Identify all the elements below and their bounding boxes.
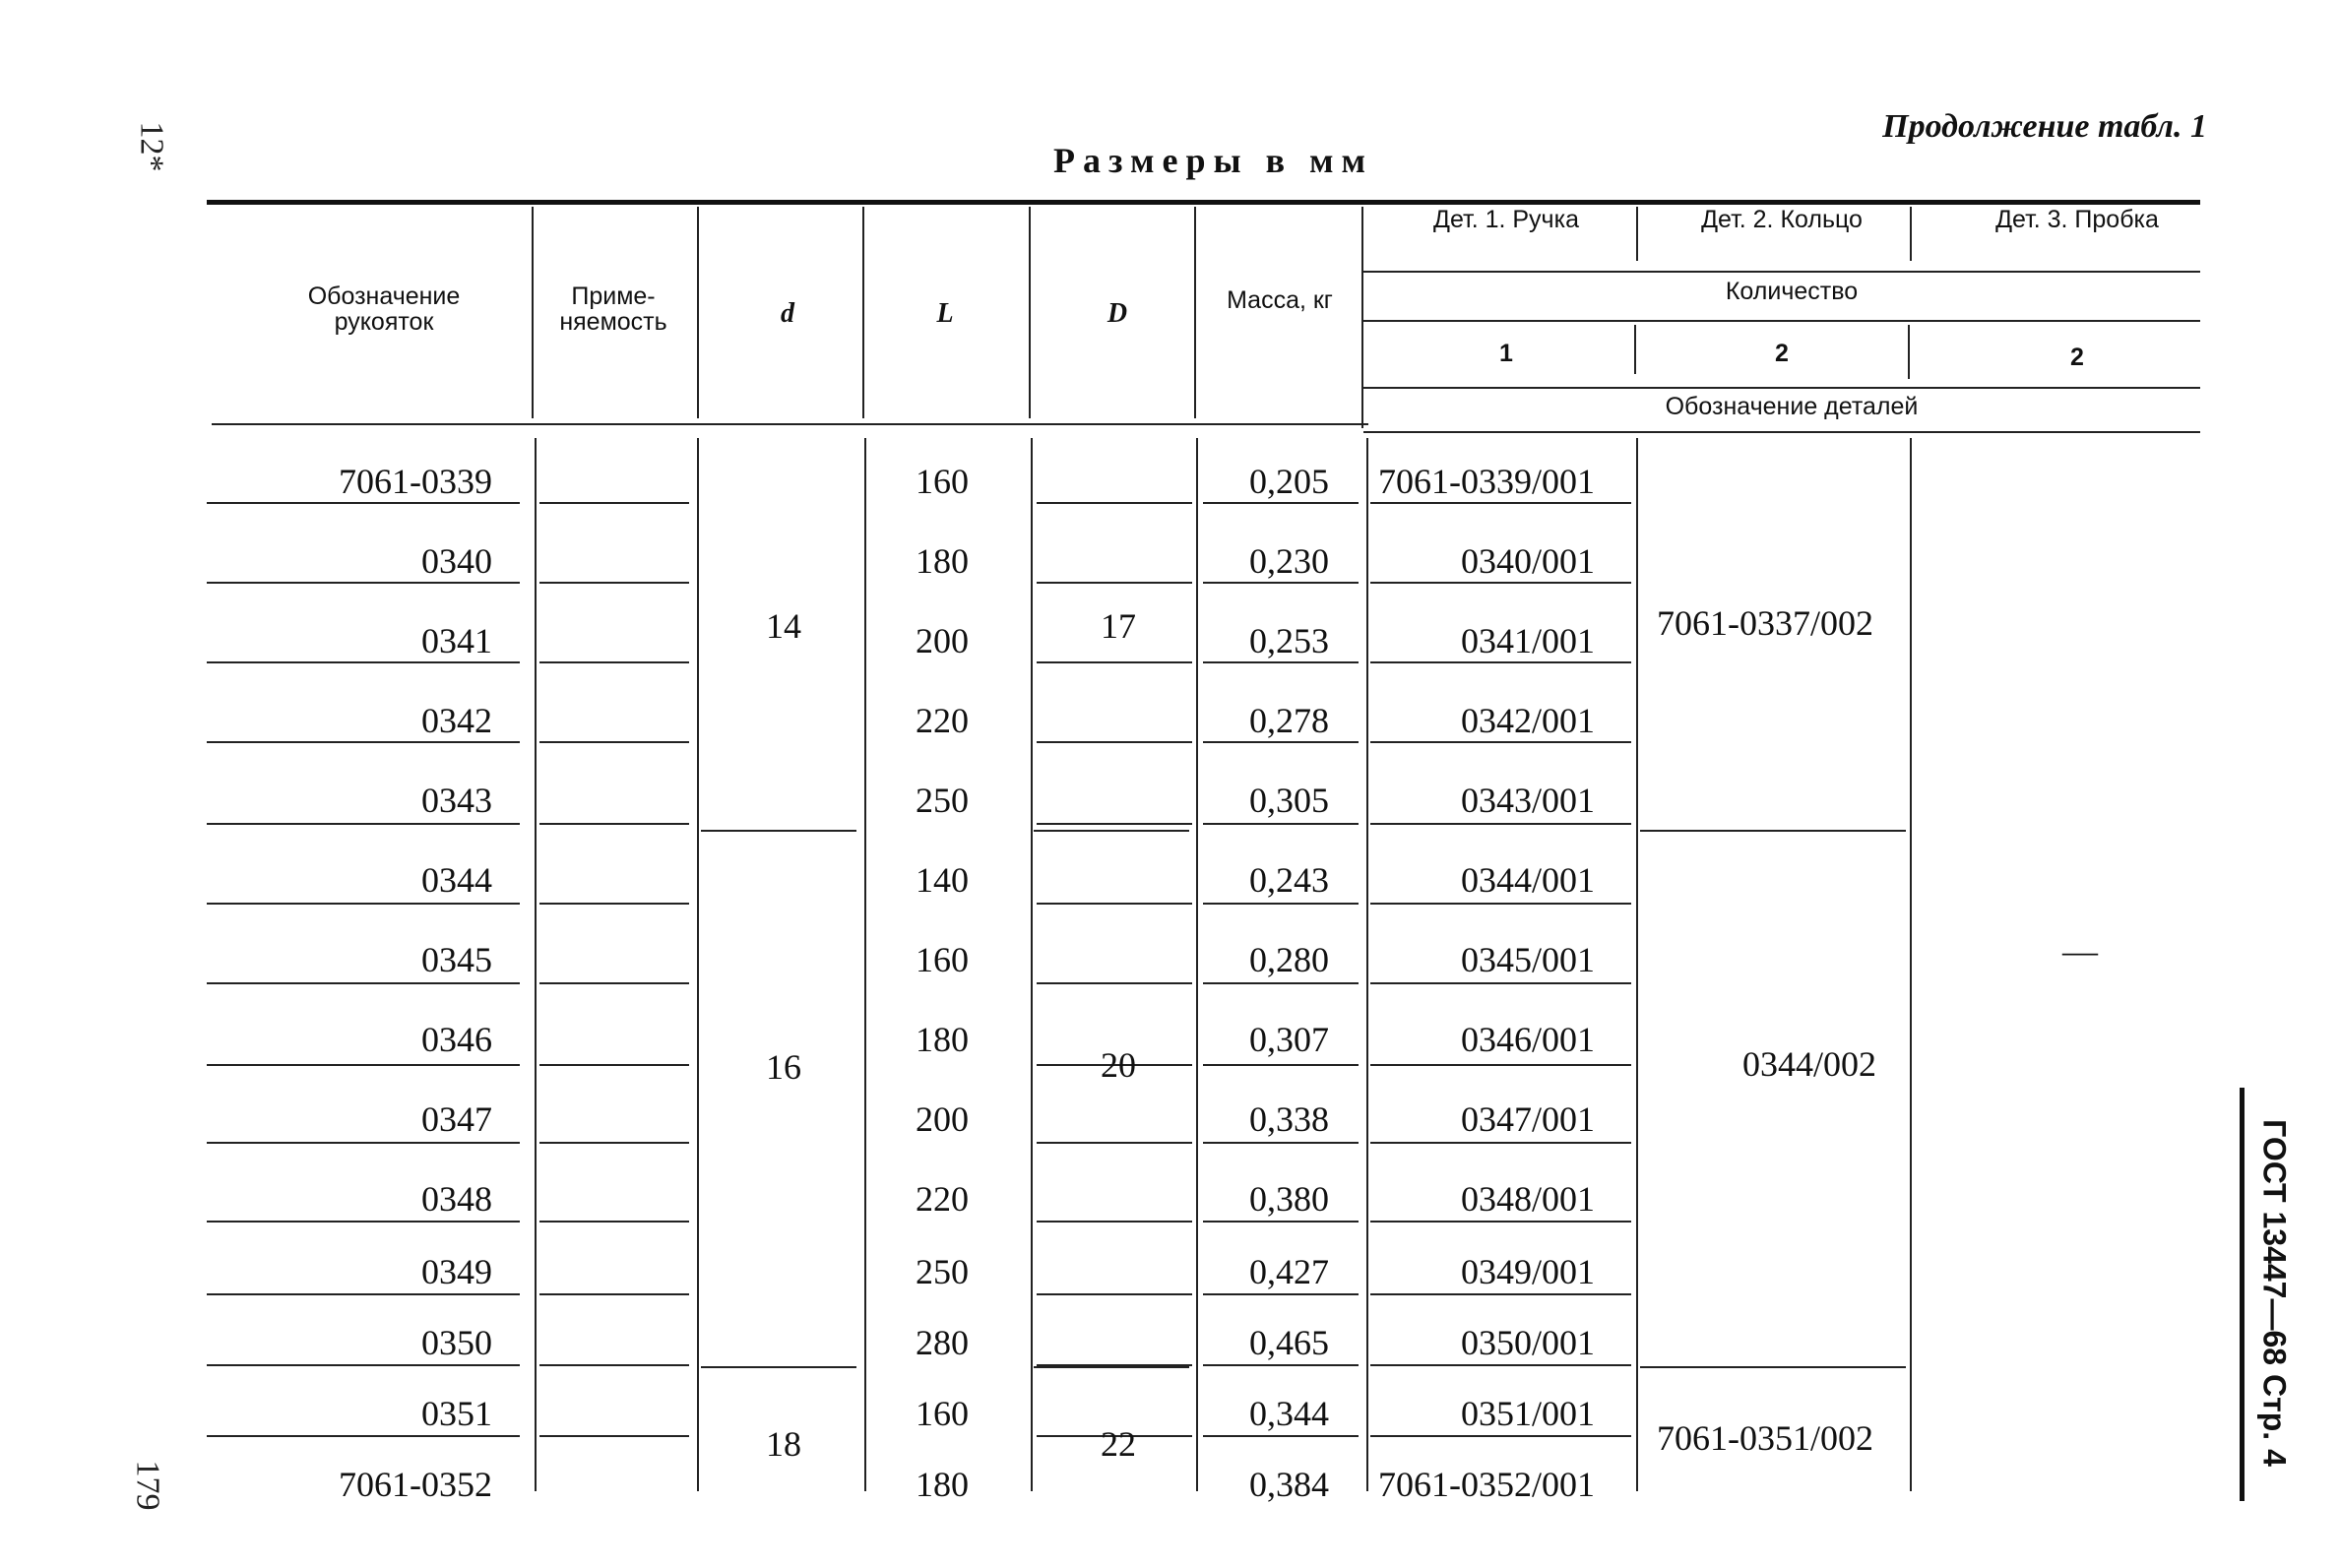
row-rule <box>1203 823 1359 825</box>
page-side-number-bottom: 179 <box>129 1460 166 1511</box>
header-D: D <box>1107 298 1128 329</box>
body-vline <box>1910 438 1912 1491</box>
row-rule <box>1203 1221 1359 1223</box>
row-rule <box>539 1221 689 1223</box>
row-rule <box>1370 1142 1631 1144</box>
header-quantity-1: 1 <box>1499 340 1513 367</box>
header-bottom-rule-right <box>1363 431 2200 433</box>
row-mass: 0,307 <box>1249 1020 1329 1059</box>
row-rule <box>207 1064 520 1066</box>
row-rule <box>539 502 689 504</box>
row-L: 160 <box>916 940 969 979</box>
row-mass: 0,427 <box>1249 1252 1329 1291</box>
row-rule <box>539 741 689 743</box>
row-mass: 0,344 <box>1249 1394 1329 1433</box>
row-rule <box>207 502 520 504</box>
row-rule <box>539 661 689 663</box>
row-rule <box>207 823 520 825</box>
row-rule <box>1203 661 1359 663</box>
group-2-D: 20 <box>1101 1045 1136 1085</box>
row-L: 220 <box>916 1179 969 1219</box>
header-vline <box>1634 325 1636 374</box>
row-rule <box>539 982 689 984</box>
det3-dash: — <box>2062 931 2098 971</box>
body-vline <box>1031 438 1033 1491</box>
row-mass: 0,338 <box>1249 1099 1329 1139</box>
header-det3: Дет. 3. Пробка <box>1995 206 2159 233</box>
group-separator <box>701 830 856 832</box>
row-designation: 0344 <box>421 860 492 900</box>
row-designation: 7061-0352 <box>339 1465 492 1504</box>
header-det2: Дет. 2. Кольцо <box>1701 206 1863 233</box>
row-det1: 0347/001 <box>1460 1099 1595 1139</box>
group-1-det2: 7061-0337/002 <box>1657 603 1873 643</box>
row-rule <box>1203 1293 1359 1295</box>
group-3-det2: 7061-0351/002 <box>1657 1418 1873 1458</box>
row-det1: 0343/001 <box>1460 781 1595 820</box>
row-rule <box>1203 1364 1359 1366</box>
group-separator <box>1640 830 1906 832</box>
row-rule <box>1370 582 1631 584</box>
row-rule <box>1203 1435 1359 1437</box>
row-rule <box>1203 982 1359 984</box>
row-mass: 0,278 <box>1249 701 1329 740</box>
row-det1: 0341/001 <box>1460 621 1595 660</box>
row-rule <box>1037 661 1192 663</box>
row-rule <box>1037 982 1192 984</box>
header-vline <box>1910 207 1912 261</box>
header-rule-det <box>1363 271 2200 273</box>
row-rule <box>1037 1221 1192 1223</box>
row-designation: 0351 <box>421 1394 492 1433</box>
row-rule <box>1037 823 1192 825</box>
row-designation: 0342 <box>421 701 492 740</box>
row-rule <box>207 982 520 984</box>
body-vline <box>1366 438 1368 1491</box>
header-quantity-3: 2 <box>2070 344 2084 371</box>
row-rule <box>1370 1293 1631 1295</box>
header-quantity: Количество <box>1725 278 1859 305</box>
header-L: L <box>936 298 954 329</box>
row-rule <box>1037 582 1192 584</box>
row-designation: 0341 <box>421 621 492 660</box>
row-L: 180 <box>916 1020 969 1059</box>
row-rule <box>1203 1142 1359 1144</box>
row-L: 160 <box>916 1394 969 1433</box>
row-rule <box>207 582 520 584</box>
row-L: 180 <box>916 1465 969 1504</box>
row-det1: 0342/001 <box>1460 701 1595 740</box>
row-rule <box>207 1293 520 1295</box>
gost-side-label <box>2240 1088 2293 1501</box>
row-L: 200 <box>916 621 969 660</box>
row-rule <box>207 1435 520 1437</box>
row-rule <box>1370 823 1631 825</box>
row-det1: 0350/001 <box>1460 1323 1595 1362</box>
header-mass: Масса, кг <box>1227 286 1333 314</box>
row-designation: 0345 <box>421 940 492 979</box>
row-L: 180 <box>916 541 969 581</box>
body-vline <box>864 438 866 1491</box>
row-L: 250 <box>916 1252 969 1291</box>
row-rule <box>1037 741 1192 743</box>
row-det1: 0351/001 <box>1460 1394 1595 1433</box>
group-3-D: 22 <box>1101 1424 1136 1464</box>
row-designation: 0349 <box>421 1252 492 1291</box>
row-rule <box>1203 741 1359 743</box>
row-rule <box>539 1142 689 1144</box>
group-1-D: 17 <box>1101 606 1136 646</box>
row-rule <box>1203 1064 1359 1066</box>
row-det1: 0344/001 <box>1460 860 1595 900</box>
row-designation: 0350 <box>421 1323 492 1362</box>
header-vline <box>697 207 699 418</box>
header-vline <box>1029 207 1031 418</box>
body-vline <box>1196 438 1198 1491</box>
row-rule <box>1203 582 1359 584</box>
row-rule <box>539 1293 689 1295</box>
row-L: 280 <box>916 1323 969 1362</box>
row-rule <box>207 903 520 905</box>
row-det1: 0349/001 <box>1460 1252 1595 1291</box>
group-1-d: 14 <box>766 606 801 646</box>
row-mass: 0,243 <box>1249 860 1329 900</box>
row-designation: 0346 <box>421 1020 492 1059</box>
header-vline <box>1908 325 1910 379</box>
row-det1: 0345/001 <box>1460 940 1595 979</box>
row-rule <box>1037 1293 1192 1295</box>
row-rule <box>1370 1064 1631 1066</box>
row-rule <box>1203 502 1359 504</box>
header-bottom-rule <box>212 423 1368 425</box>
row-rule <box>1037 502 1192 504</box>
row-det1: 7061-0352/001 <box>1378 1465 1595 1504</box>
header-applicability: Приме-няемость <box>559 282 667 336</box>
group-separator <box>1034 1366 1189 1368</box>
row-rule <box>1370 982 1631 984</box>
table-top-rule <box>207 200 2200 205</box>
row-rule <box>1037 903 1192 905</box>
row-rule <box>539 582 689 584</box>
row-mass: 0,230 <box>1249 541 1329 581</box>
row-mass: 0,253 <box>1249 621 1329 660</box>
row-mass: 0,305 <box>1249 781 1329 820</box>
body-vline <box>1636 438 1638 1491</box>
header-vline <box>1194 207 1196 418</box>
group-separator <box>701 1366 856 1368</box>
header-vline <box>532 207 534 418</box>
row-det1: 0346/001 <box>1460 1020 1595 1059</box>
row-rule <box>1370 502 1631 504</box>
continuation-label: Продолжение табл. 1 <box>1882 108 2207 145</box>
row-det1: 7061-0339/001 <box>1378 462 1595 501</box>
group-separator <box>1034 830 1189 832</box>
header-quantity-2: 2 <box>1775 340 1789 367</box>
header-rule-quantity <box>1363 320 2200 322</box>
header-designation: Обозначение рукояток <box>307 282 461 336</box>
row-rule <box>1370 741 1631 743</box>
row-rule <box>539 1064 689 1066</box>
row-rule <box>539 1364 689 1366</box>
row-rule <box>207 1364 520 1366</box>
row-designation: 0340 <box>421 541 492 581</box>
group-2-d: 16 <box>766 1047 801 1087</box>
body-vline <box>535 438 537 1491</box>
group-2-det2: 0344/002 <box>1742 1044 1877 1084</box>
header-rule-numbers <box>1363 387 2200 389</box>
header-vline <box>1361 207 1363 428</box>
group-separator <box>1640 1366 1906 1368</box>
row-rule <box>539 903 689 905</box>
row-L: 250 <box>916 781 969 820</box>
row-designation: 0343 <box>421 781 492 820</box>
row-designation: 7061-0339 <box>339 462 492 501</box>
row-rule <box>539 1435 689 1437</box>
row-mass: 0,384 <box>1249 1465 1329 1504</box>
row-L: 200 <box>916 1099 969 1139</box>
row-rule <box>207 741 520 743</box>
row-rule <box>1370 661 1631 663</box>
row-rule <box>1370 1221 1631 1223</box>
header-vline <box>1636 207 1638 261</box>
header-part-designation: Обозначение деталей <box>1665 393 1919 420</box>
header-det1: Дет. 1. Ручка <box>1433 206 1579 233</box>
page-side-number-top: 12* <box>133 121 170 172</box>
header-vline <box>862 207 864 418</box>
row-mass: 0,465 <box>1249 1323 1329 1362</box>
body-vline <box>697 438 699 1491</box>
units-title: Размеры в мм <box>1053 141 1374 180</box>
row-rule <box>539 823 689 825</box>
gost-text: ГОСТ 13447—68 Стр. 4 <box>2256 1119 2293 1467</box>
row-rule <box>207 661 520 663</box>
group-3-d: 18 <box>766 1424 801 1464</box>
row-rule <box>207 1142 520 1144</box>
row-rule <box>1370 903 1631 905</box>
row-mass: 0,280 <box>1249 940 1329 979</box>
row-mass: 0,380 <box>1249 1179 1329 1219</box>
row-designation: 0347 <box>421 1099 492 1139</box>
row-rule <box>1037 1142 1192 1144</box>
row-designation: 0348 <box>421 1179 492 1219</box>
header-d: d <box>781 298 794 329</box>
row-rule <box>1370 1435 1631 1437</box>
row-mass: 0,205 <box>1249 462 1329 501</box>
row-L: 140 <box>916 860 969 900</box>
row-rule <box>207 1221 520 1223</box>
row-L: 160 <box>916 462 969 501</box>
row-L: 220 <box>916 701 969 740</box>
row-det1: 0340/001 <box>1460 541 1595 581</box>
row-rule <box>1370 1364 1631 1366</box>
row-rule <box>1203 903 1359 905</box>
row-det1: 0348/001 <box>1460 1179 1595 1219</box>
